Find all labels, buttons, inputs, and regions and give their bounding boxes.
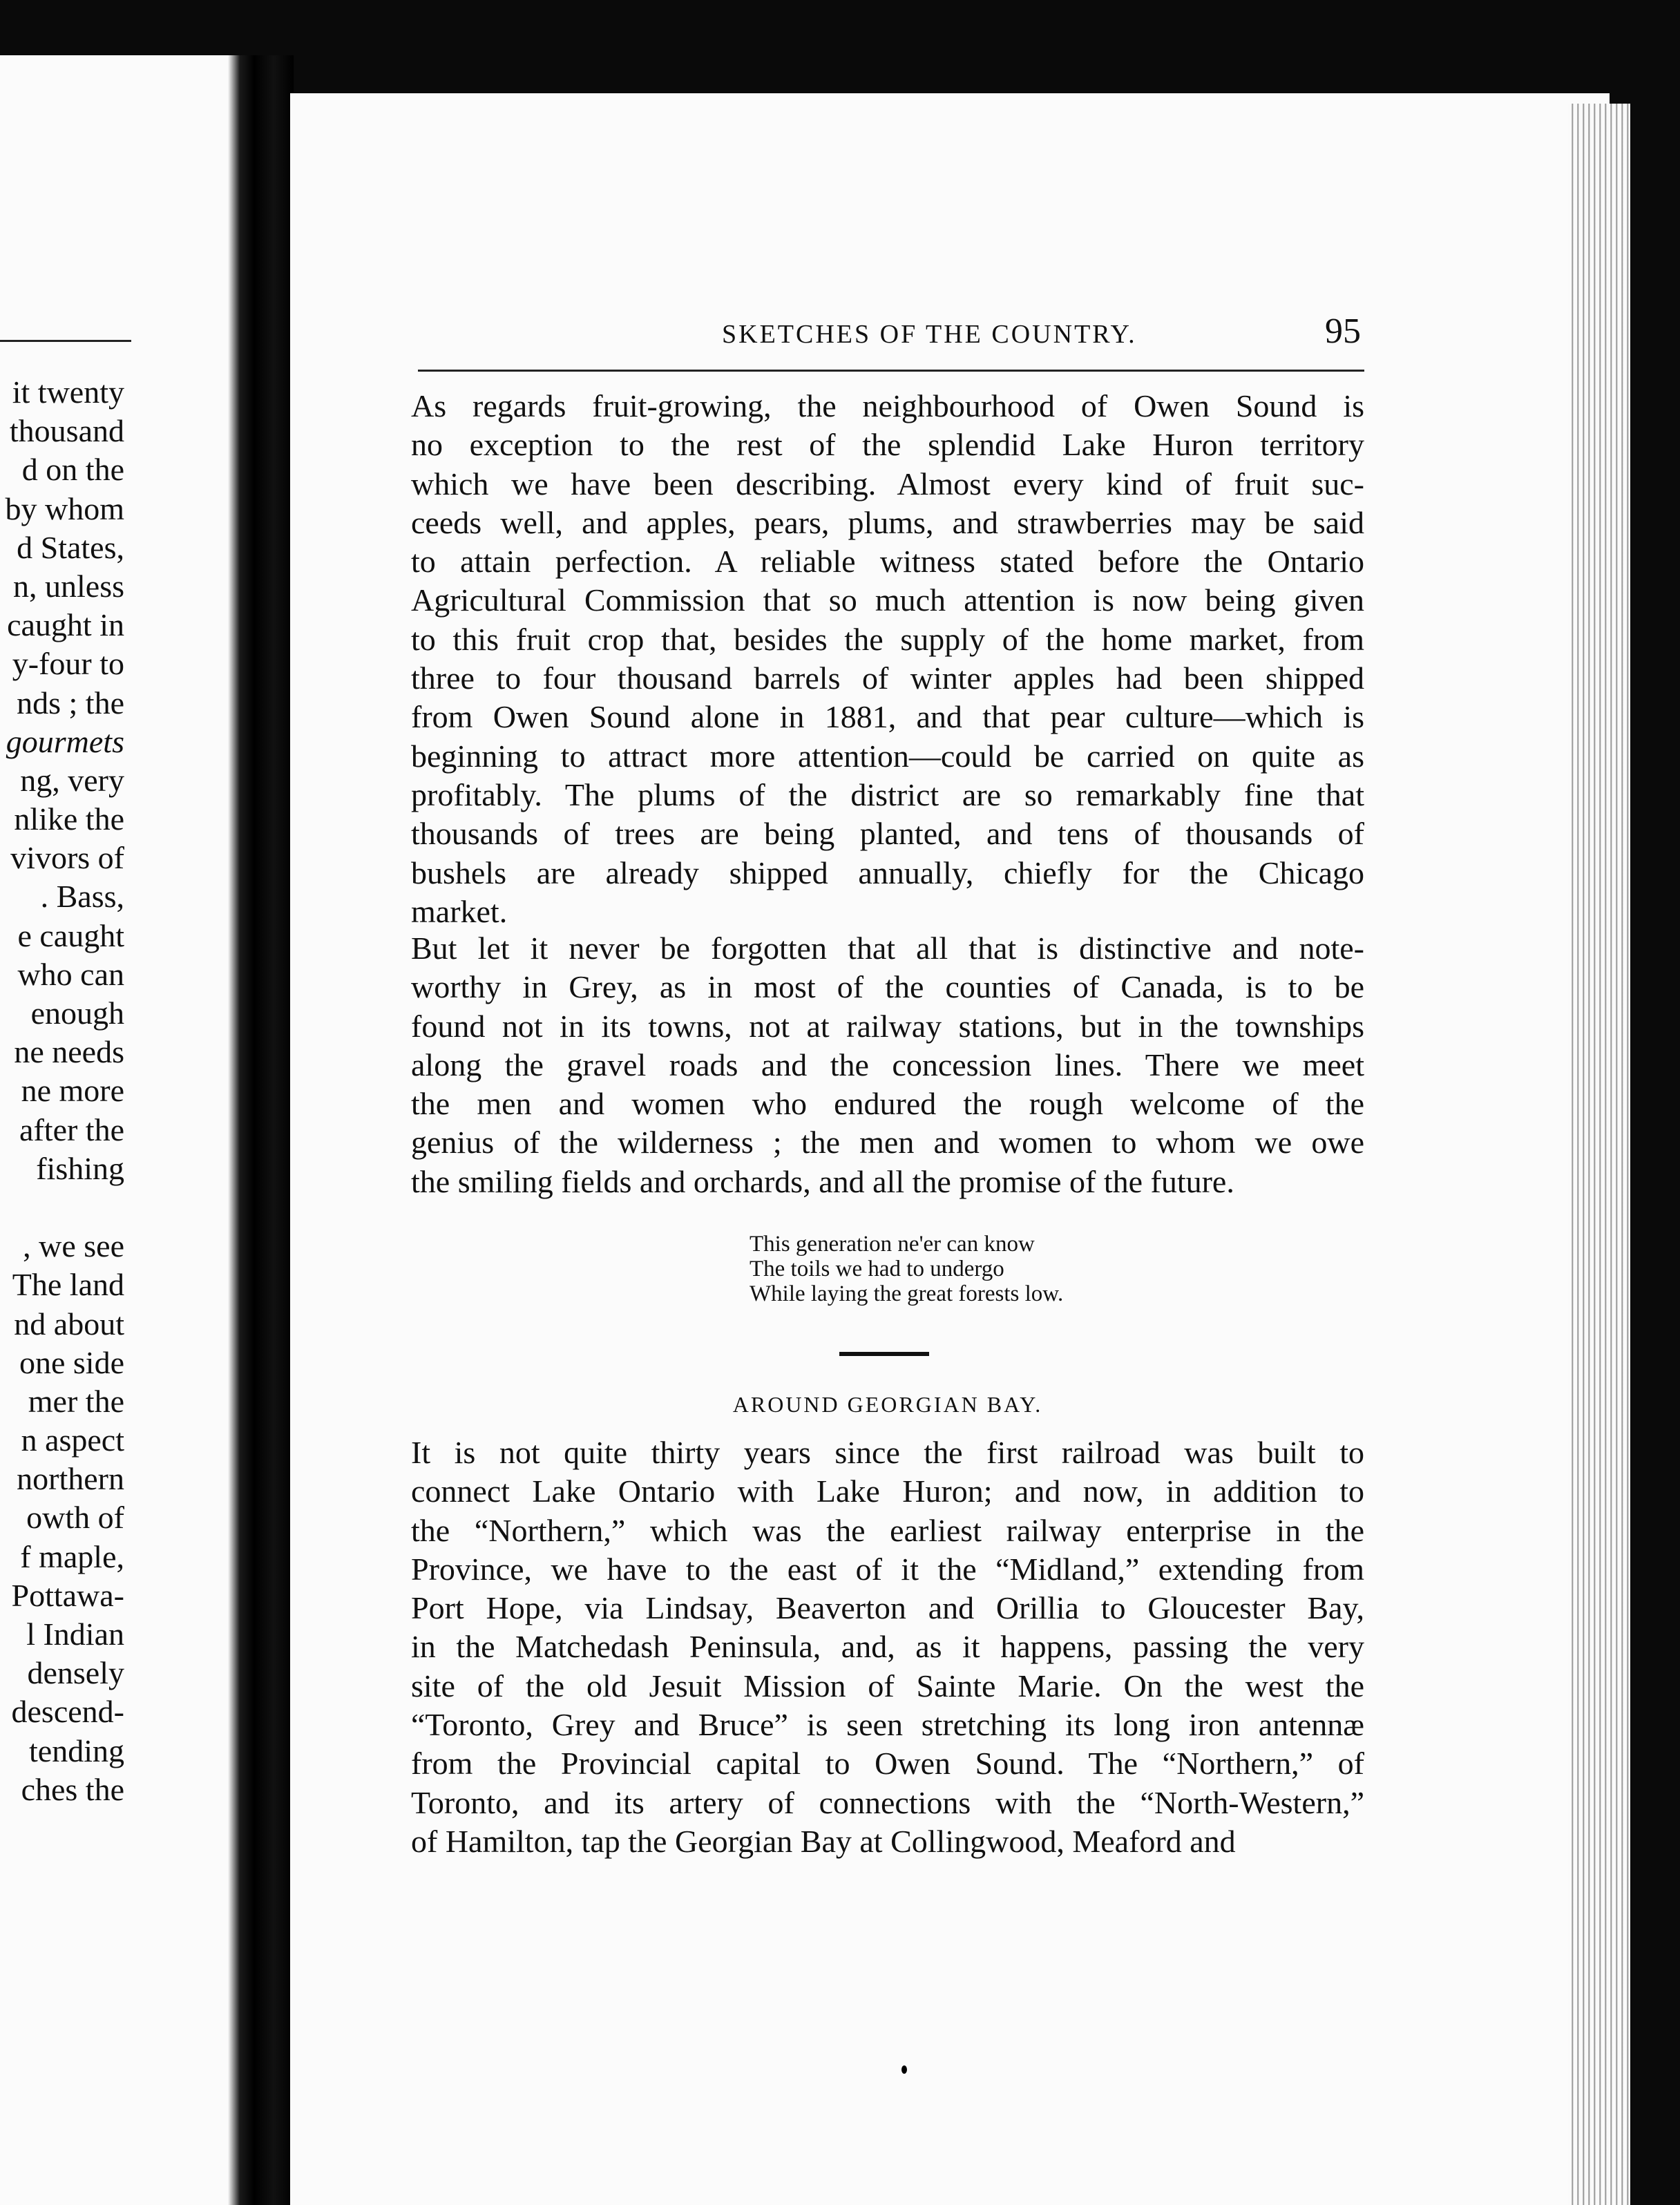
left-page-line: tending (29, 1732, 124, 1768)
text-line: Agricultural Commission that so much attention is now being given (411, 582, 1364, 618)
left-page-line: vivors of (10, 840, 124, 876)
text-line: along the gravel roads and the concession lines. There we meet (411, 1047, 1364, 1082)
text-line: from Owen Sound alone in 1881, and that pear culture—which is (411, 699, 1364, 735)
scan-background (1630, 104, 1680, 2205)
text-line: Port Hope, via Lindsay, Beaverton and Orillia to Gloucester Bay, (411, 1590, 1364, 1626)
left-page-line (0, 1188, 124, 1227)
left-page-line: , we see (23, 1228, 124, 1264)
left-page-line: d States, (17, 529, 124, 565)
text-line: the “Northern,” which was the earliest railway enterprise in the (411, 1512, 1364, 1548)
left-page-line: who can (17, 956, 124, 992)
facing-page-left (0, 55, 228, 2205)
left-page-line: n, unless (13, 568, 124, 604)
text-line: which we have been describing. Almost every kind of fruit suc- (411, 466, 1364, 502)
left-page-line: The land (12, 1267, 124, 1303)
left-page-line: ne more (21, 1073, 124, 1109)
text-line: site of the old Jesuit Mission of Sainte Marie. On the west the (411, 1668, 1364, 1703)
left-page-line: ng, very (20, 762, 124, 798)
left-page-line: nd about (14, 1306, 124, 1342)
left-page-line: it twenty (12, 374, 124, 410)
left-page-line: caught in (7, 607, 124, 643)
text-line: from the Provincial capital to Owen Sound. The “Northern,” of (411, 1746, 1364, 1782)
left-page-line: ne needs (14, 1034, 124, 1070)
text-line: As regards fruit-growing, the neighbourhood of Owen Sound is (411, 388, 1364, 423)
text-line: thousands of trees are being planted, and tens of thousands of (411, 816, 1364, 852)
text-line: connect Lake Ontario with Lake Huron; and now, in addition to (411, 1473, 1364, 1509)
left-page-line: one side (19, 1344, 124, 1380)
text-line: Province, we have to the east of it the “Midland,” extending from (411, 1551, 1364, 1587)
running-head-title: SKETCHES OF THE COUNTRY. (722, 320, 1137, 349)
text-line: to this fruit crop that, besides the supply of the home market, from (411, 621, 1364, 657)
text-line: the smiling fields and orchards, and all the promise of the future. (411, 1163, 1234, 1199)
left-head-rule (0, 340, 131, 342)
paragraph-fruit-growing (411, 387, 1364, 931)
head-rule (418, 370, 1364, 372)
left-page-line: n aspect (21, 1422, 124, 1458)
ink-speck (901, 2065, 907, 2074)
left-page-line: mer the (28, 1383, 124, 1419)
text-line: beginning to attract more attention—could be carried on quite as (411, 738, 1364, 774)
left-page-line: Pottawa- (11, 1577, 124, 1613)
left-page-text (0, 373, 124, 1809)
text-line: the men and women who endured the rough welcome of the (411, 1086, 1364, 1122)
left-page-line: after the (19, 1111, 124, 1147)
left-page-line: gourmets (6, 723, 124, 759)
left-page-line: by whom (5, 490, 124, 526)
verse-line: This generation ne'er can know (750, 1232, 1035, 1257)
left-page-line: northern (17, 1461, 124, 1497)
text-line: profitably. The plums of the district are so remarkably fine that (411, 776, 1364, 812)
text-line: in the Matchedash Peninsula, and, as it happens, passing the very (411, 1629, 1364, 1665)
text-line: Toronto, and its artery of connections with the “North-Western,” (411, 1784, 1364, 1820)
left-page-line: e caught (17, 917, 124, 953)
running-head (411, 311, 1364, 359)
left-page-line: . Bass, (40, 879, 124, 915)
page-95 (290, 93, 1610, 2205)
left-page-line: thousand (9, 413, 124, 449)
text-line: market. (411, 893, 508, 929)
text-line: But let it never be forgotten that all that is distinctive and note- (411, 930, 1364, 966)
text-line: “Toronto, Grey and Bruce” is seen stretching its long iron antennæ (411, 1707, 1364, 1743)
text-block (411, 93, 1364, 2166)
page-number: 95 (1325, 312, 1361, 351)
paragraph-grey-townships (411, 929, 1364, 1201)
left-page-line: nds ; the (17, 685, 124, 720)
text-line: no exception to the rest of the splendid Lake Huron territory (411, 427, 1364, 463)
verse-line: The toils we had to undergo (750, 1257, 1004, 1281)
text-line: genius of the wilderness ; the men and women to whom we owe (411, 1125, 1364, 1161)
left-page-line: y-four to (12, 646, 124, 682)
text-line: ceeds well, and apples, pears, plums, and strawberries may be said (411, 504, 1364, 540)
verse-line: While laying the great forests low. (750, 1281, 1064, 1306)
text-line: It is not quite thirty years since the first railroad was built to (411, 1435, 1364, 1470)
text-line: of Hamilton, tap the Georgian Bay at Collingwood, Meaford and (411, 1823, 1236, 1859)
left-page-line: f maple, (20, 1538, 124, 1574)
section-title: AROUND GEORGIAN BAY. (732, 1392, 1043, 1417)
text-line: found not in its towns, not at railway stations, but in the townships (411, 1008, 1364, 1044)
left-page-line: d on the (21, 452, 124, 488)
left-page-line: ches the (21, 1771, 124, 1807)
left-page-line: l Indian (26, 1616, 124, 1652)
page-edges (1568, 104, 1630, 2205)
paragraph-georgian-bay (411, 1433, 1364, 1861)
left-page-line: enough (30, 995, 124, 1031)
left-page-line: fishing (36, 1150, 124, 1186)
left-page-line: descend- (11, 1694, 124, 1730)
verse-quotation (750, 1232, 1063, 1306)
left-page-line: densely (27, 1655, 124, 1691)
text-line: bushels are already shipped annually, chiefly for the Chicago (411, 855, 1364, 890)
left-page-line: owth of (26, 1500, 124, 1536)
section-divider (839, 1352, 929, 1356)
text-line: three to four thousand barrels of winter apples had been shipped (411, 660, 1364, 696)
text-line: worthy in Grey, as in most of the counties of Canada, is to be (411, 969, 1364, 1005)
left-page-line: nlike the (14, 801, 124, 837)
text-line: to attain perfection. A reliable witness stated before the Ontario (411, 544, 1364, 580)
book-gutter (228, 55, 294, 2205)
